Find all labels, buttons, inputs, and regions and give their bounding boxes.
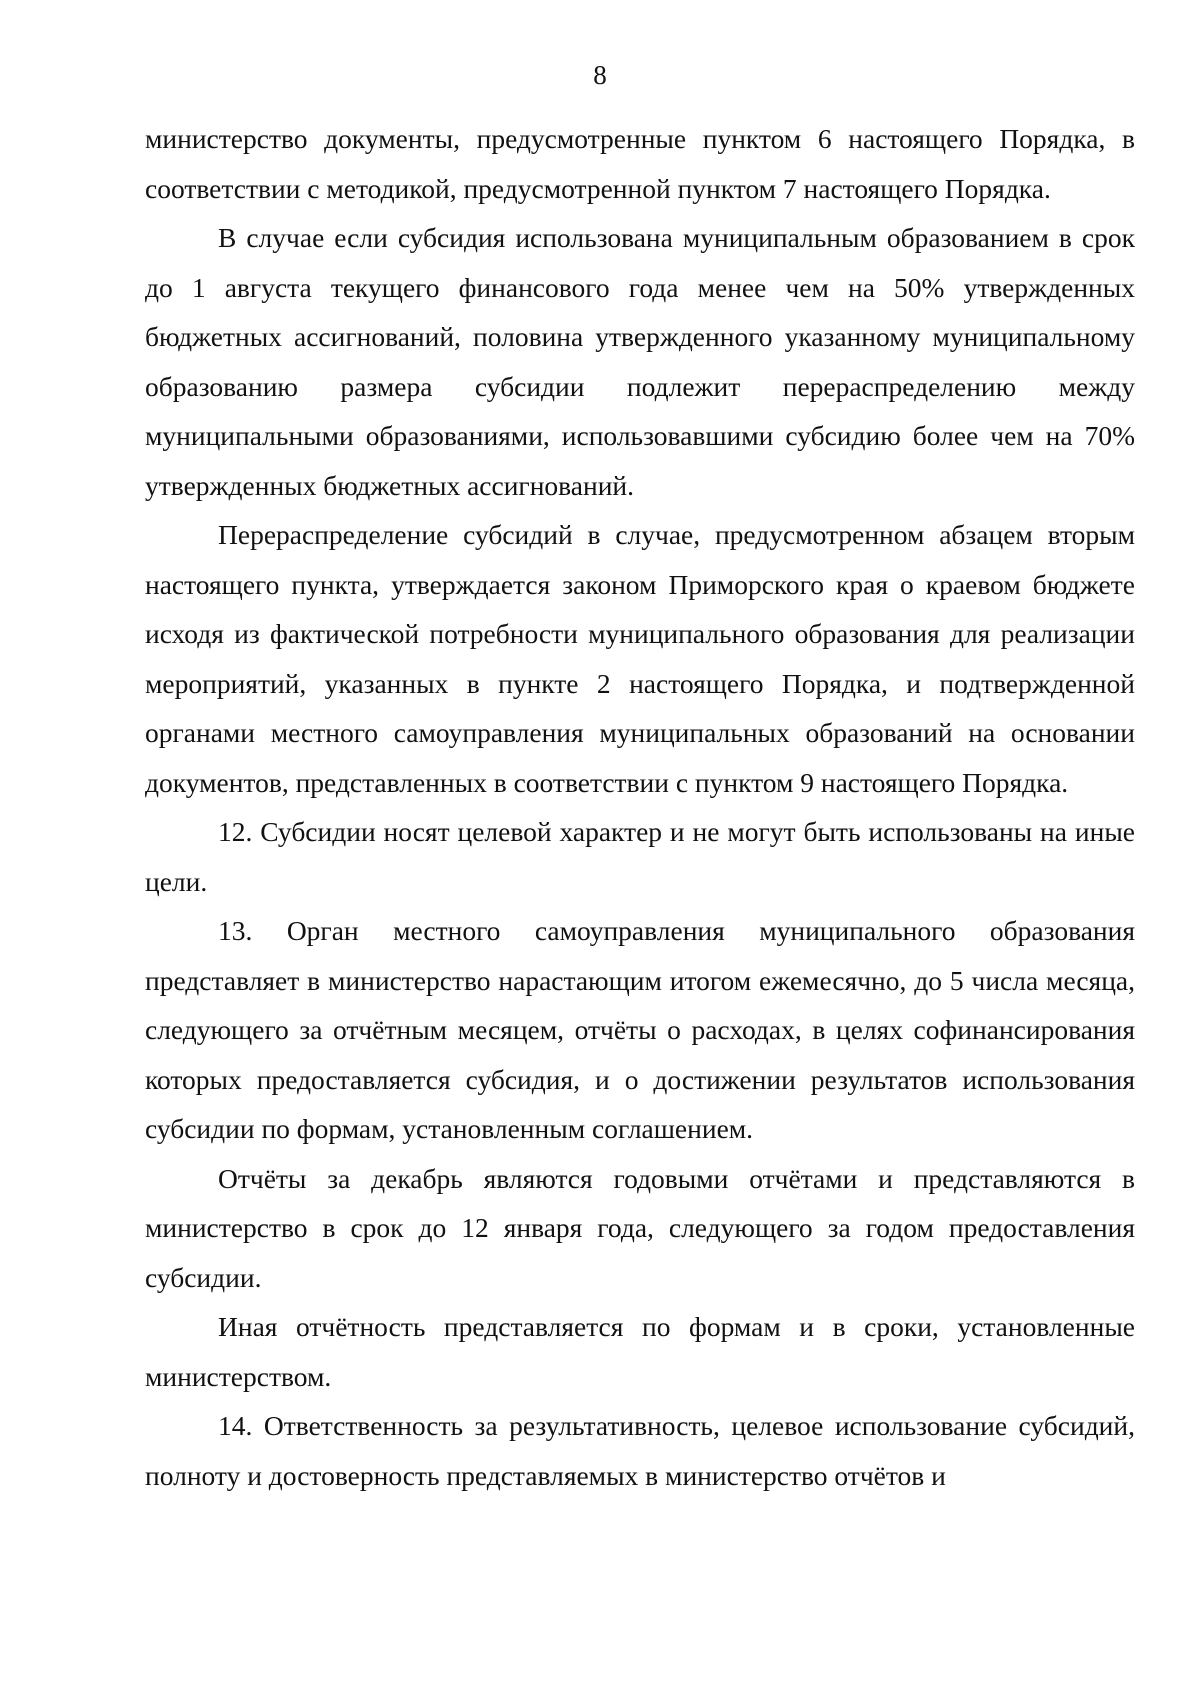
paragraph-item-13: 13. Орган местного самоуправления муниципального образования представляет в министерство нарастающим итогом ежемесячно, до 5 числа месяца, следующего за отчётным месяцем, отчёты о расходах, в целях софинансирования которых предоставляется субсидия, и о достижении результатов использования субсидии по формам, установленным соглашением. (145, 915, 1135, 1144)
paragraph-item-14: 14. Ответственность за результативность, целевое использование субсидий, полноту и достоверность представляемых в министерство отчётов и (145, 1410, 1135, 1491)
paragraph-redistribution-approval: Перераспределение субсидий в случае, предусмотренном абзацем вторым настоящего пункта, утверждается законом Приморского края о краевом бюджете исходя из фактической потребности муниципального образования для реализации мероприятий, указанных в пункте 2 настоящего Порядка, и подтвержденной органами местного самоуправления муниципальных образований на основании документов, представленных в соответствии с пунктом 9 настоящего Порядка. (145, 519, 1135, 798)
paragraph-item-12: 12. Субсидии носят целевой характер и не могут быть использованы на иные цели. (145, 816, 1135, 897)
page-number: 8 (593, 60, 607, 90)
paragraph-december-reports: Отчёты за декабрь являются годовыми отчётами и представляются в министерство в срок до 12 января года, следующего за годом предоставления субсидии. (145, 1162, 1135, 1293)
paragraph-other-reporting: Иная отчётность представляется по формам и в сроки, установленные министерством. (145, 1311, 1135, 1392)
paragraph-continuation: министерство документы, предусмотренные пунктом 6 настоящего Порядка, в соответствии с методикой, предусмотренной пунктом 7 настоящего Порядка. (145, 123, 1135, 204)
document-body (145, 114, 1135, 1500)
paragraph-redistribution-condition: В случае если субсидия использована муниципальным образованием в срок до 1 августа текущего финансового года менее чем на 50% утвержденных бюджетных ассигнований, половина утвержденного указанному муниципальному образованию размера субсидии подлежит перераспределению между муниципальными образованиями, использовавшими субсидию более чем на 70% утвержденных бюджетных ассигнований. (145, 222, 1135, 501)
